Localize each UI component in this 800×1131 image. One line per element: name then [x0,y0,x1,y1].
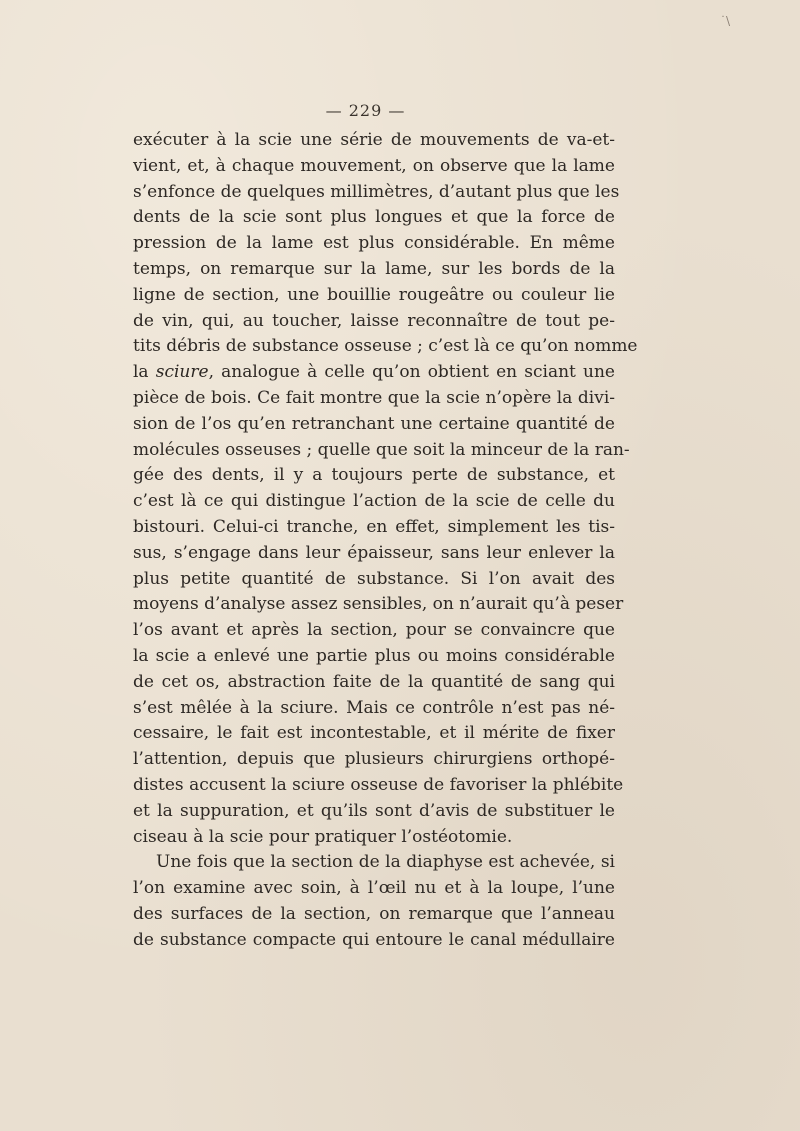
text-line: s’enfonce de quelques millimètres, d’autant plus que les [133,181,620,202]
text-line: distes accusent la sciure osseuse de favoriser la phlébite [133,774,624,795]
body-text [133,128,638,954]
italic-term-sciure: sciure [155,362,209,383]
page-number: — 229 — [325,101,406,120]
text-line: molécules osseuses ; quelle que soit la minceur de la ran- [133,439,630,460]
text-line: bistouri. Celui-ci tranche, en effet, simplement les tis- [133,516,615,537]
text-line: gée des dents, il y a toujours perte de substance, et [133,465,615,486]
text-line: sion de l’os qu’en retranchant une certaine quantité de [133,413,615,434]
text-line: pièce de bois. Ce fait montre que la scie n’opère la divi- [133,387,615,408]
text-fragment: , analogue à celle qu’on obtient en sciant une [208,362,615,383]
text-line-with-italic [133,360,615,386]
text-line: de vin, qui, au toucher, laisse reconnaître de tout pe- [133,310,615,331]
text-line: vient, et, à chaque mouvement, on observe que la lame [133,155,615,176]
text-line: c’est là ce qui distingue l’action de la scie de celle du [133,491,615,512]
text-line: pression de la lame est plus considérable. En même [133,233,615,254]
text-line: cessaire, le fait est incontestable, et il mérite de fixer [133,723,615,744]
text-line: de substance compacte qui entoure le canal médullaire [133,929,615,950]
paragraph-start-line: Une fois que la section de la diaphyse est achevée, si [156,852,615,873]
text-line: des surfaces de la section, on remarque que l’anneau [133,903,615,924]
text-line: et la suppuration, et qu’ils sont d’avis de substituer le [133,800,615,821]
text-line: ciseau à la scie pour pratiquer l’ostéotomie. [133,826,513,847]
text-line: tits débris de substance osseuse ; c’est là ce qu’on nomme [133,336,638,357]
text-line: l’os avant et après la section, pour se convaincre que [133,620,615,641]
text-line: ligne de section, une bouillie rougeâtre ou couleur lie [133,284,615,305]
text-line: temps, on remarque sur la lame, sur les bords de la [133,258,615,279]
text-line: sus, s’engage dans leur épaisseur, sans leur enlever la [133,542,615,563]
text-line: plus petite quantité de substance. Si l’on avait des [133,568,615,589]
text-line: dents de la scie sont plus longues et que la force de [133,207,615,228]
text-line: l’on examine avec soin, à l’œil nu et à la loupe, l’une [133,878,615,899]
text-line: exécuter à la scie une série de mouvements de va-et- [133,130,615,150]
text-fragment: la [133,362,149,383]
text-line: l’attention, depuis que plusieurs chirurgiens orthopé- [133,749,615,770]
corner-mark: ˙\ [719,14,730,28]
text-line: moyens d’analyse assez sensibles, on n’aurait qu’à peser [133,594,624,615]
text-line: la scie a enlevé une partie plus ou moins considérable [133,645,615,666]
text-line: s’est mêlée à la sciure. Mais ce contrôle n’est pas né- [133,697,615,718]
text-line: de cet os, abstraction faite de la quantité de sang qui [133,671,615,692]
